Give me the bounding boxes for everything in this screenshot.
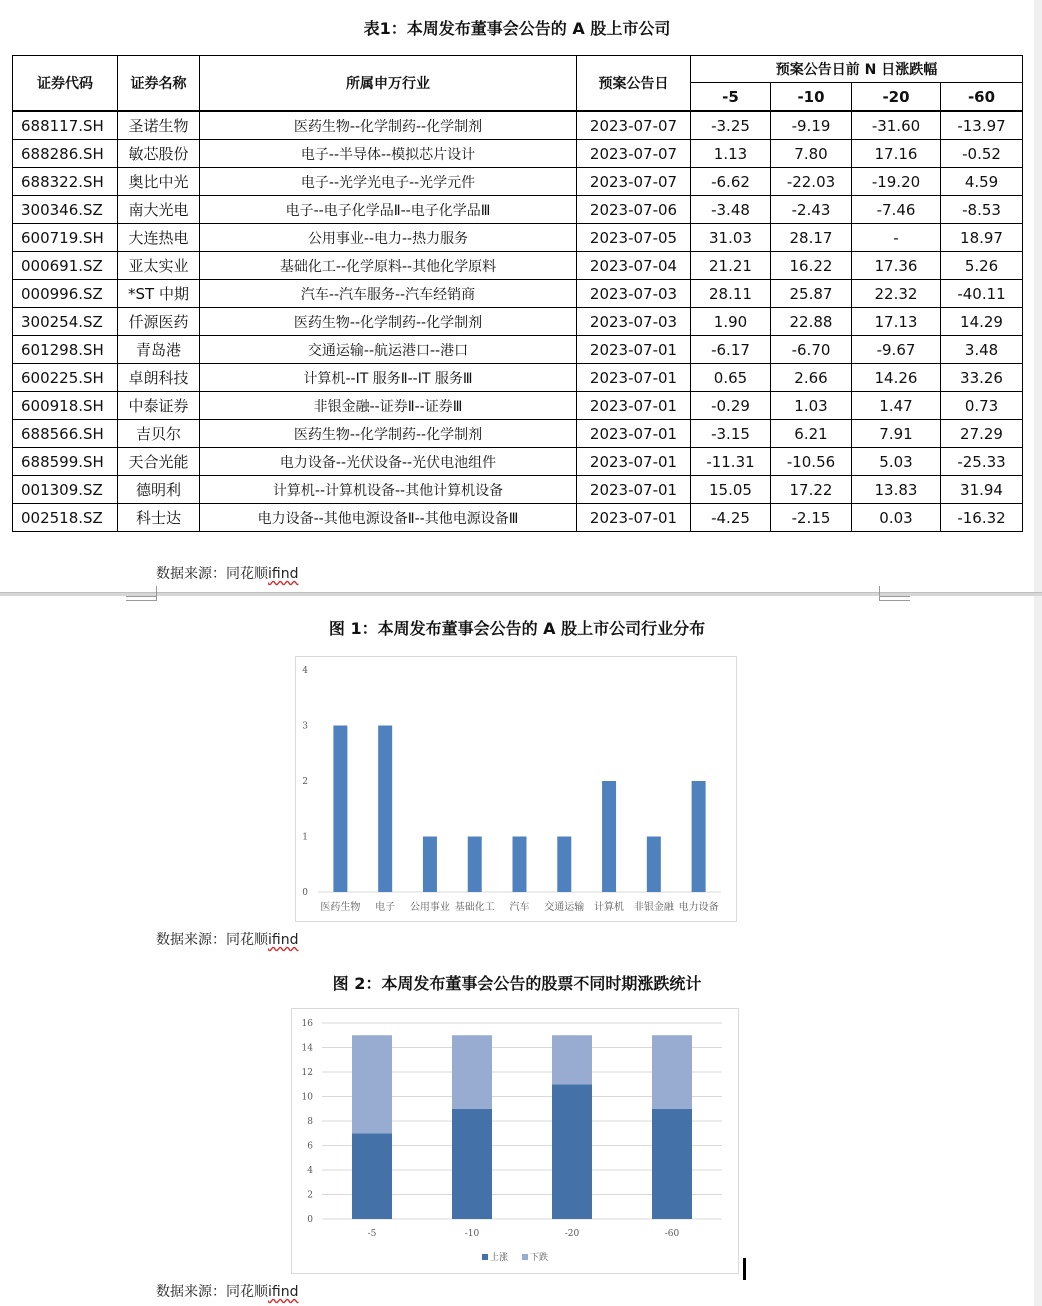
- cell-date: 2023-07-06: [577, 196, 691, 224]
- header-date: 预案公告日: [577, 56, 691, 112]
- cell-industry: 电子--光学光电子--光学元件: [200, 168, 577, 196]
- cell-name: 青岛港: [118, 336, 200, 364]
- cell-change-60: -8.53: [941, 196, 1023, 224]
- cell-change-5: -6.17: [691, 336, 771, 364]
- cell-industry: 医药生物--化学制药--化学制剂: [200, 111, 577, 140]
- x-tick-label: -5: [367, 1229, 377, 1239]
- cell-code: 688286.SH: [13, 140, 118, 168]
- source-prefix: 数据来源：同花顺: [156, 1284, 268, 1300]
- cell-change-10: 25.87: [771, 280, 852, 308]
- cell-name: 敏芯股份: [118, 140, 200, 168]
- cell-change-20: 7.91: [852, 420, 941, 448]
- cell-industry: 电力设备--其他电源设备Ⅱ--其他电源设备Ⅲ: [200, 504, 577, 532]
- cell-change-10: 16.22: [771, 252, 852, 280]
- header-period: -10: [771, 83, 852, 112]
- cell-date: 2023-07-07: [577, 140, 691, 168]
- cell-industry: 医药生物--化学制药--化学制剂: [200, 420, 577, 448]
- cell-industry: 医药生物--化学制药--化学制剂: [200, 308, 577, 336]
- x-tick-label: 电子: [375, 902, 396, 913]
- cell-name: 大连热电: [118, 224, 200, 252]
- cell-code: 300254.SZ: [13, 308, 118, 336]
- cell-industry: 汽车--汽车服务--汽车经销商: [200, 280, 577, 308]
- x-tick-label: 计算机: [594, 902, 625, 913]
- bar-上涨--60: [652, 1109, 692, 1219]
- cell-code: 000996.SZ: [13, 280, 118, 308]
- cell-change-5: -3.25: [691, 111, 771, 140]
- cell-change-20: 1.47: [852, 392, 941, 420]
- page-edge: [1034, 0, 1042, 1306]
- legend-swatch: [522, 1254, 528, 1260]
- cell-change-10: -2.15: [771, 504, 852, 532]
- cell-code: 688117.SH: [13, 111, 118, 140]
- source-note: [156, 563, 298, 583]
- x-tick-label: -60: [664, 1229, 680, 1239]
- cell-change-20: 0.03: [852, 504, 941, 532]
- y-tick-label: 8: [307, 1117, 313, 1127]
- cell-change-20: -: [852, 224, 941, 252]
- cell-change-20: 17.16: [852, 140, 941, 168]
- cell-change-10: 2.66: [771, 364, 852, 392]
- bar-电子: [378, 726, 392, 893]
- cell-change-10: 7.80: [771, 140, 852, 168]
- cell-change-60: 5.26: [941, 252, 1023, 280]
- cell-date: 2023-07-01: [577, 448, 691, 476]
- cell-name: 奥比中光: [118, 168, 200, 196]
- cell-change-60: 27.29: [941, 420, 1023, 448]
- cell-date: 2023-07-01: [577, 504, 691, 532]
- cell-date: 2023-07-07: [577, 168, 691, 196]
- cell-name: 圣诺生物: [118, 111, 200, 140]
- cell-code: 601298.SH: [13, 336, 118, 364]
- margin-mark: [879, 596, 910, 601]
- header-change-group: 预案公告日前 N 日涨跌幅: [691, 56, 1023, 83]
- cell-change-10: -9.19: [771, 111, 852, 140]
- x-tick-label: 电力设备: [678, 902, 719, 913]
- cell-date: 2023-07-01: [577, 336, 691, 364]
- cell-change-10: 6.21: [771, 420, 852, 448]
- cell-change-10: -2.43: [771, 196, 852, 224]
- cell-code: 688566.SH: [13, 420, 118, 448]
- cell-change-5: 28.11: [691, 280, 771, 308]
- table-row: [13, 420, 1023, 448]
- cell-date: 2023-07-07: [577, 111, 691, 140]
- figure1-svg: [296, 657, 736, 921]
- cell-code: 688322.SH: [13, 168, 118, 196]
- cell-change-60: -13.97: [941, 111, 1023, 140]
- header-period: -20: [852, 83, 941, 112]
- figure1-title: 图 1：本周发布董事会公告的 A 股上市公司行业分布: [328, 619, 706, 638]
- cell-change-20: -7.46: [852, 196, 941, 224]
- bar-非银金融: [647, 837, 661, 893]
- cell-change-60: 33.26: [941, 364, 1023, 392]
- cell-name: 仟源医药: [118, 308, 200, 336]
- y-tick-label: 2: [302, 777, 308, 787]
- cell-change-20: 13.83: [852, 476, 941, 504]
- cell-code: 600918.SH: [13, 392, 118, 420]
- cell-date: 2023-07-03: [577, 308, 691, 336]
- y-tick-label: 10: [301, 1092, 313, 1103]
- legend-swatch: [482, 1254, 488, 1260]
- cell-industry: 电力设备--光伏设备--光伏电池组件: [200, 448, 577, 476]
- cell-change-60: -16.32: [941, 504, 1023, 532]
- figure1-chart: [295, 656, 737, 922]
- cell-change-5: -3.15: [691, 420, 771, 448]
- x-tick-label: 交通运输: [544, 902, 585, 913]
- header-period: -5: [691, 83, 771, 112]
- source-note: [156, 929, 298, 949]
- y-tick-label: 4: [307, 1166, 313, 1176]
- table-row: [13, 140, 1023, 168]
- table-row: [13, 336, 1023, 364]
- table-row: [13, 280, 1023, 308]
- cell-industry: 电子--电子化学品Ⅱ--电子化学品Ⅲ: [200, 196, 577, 224]
- cell-change-5: -11.31: [691, 448, 771, 476]
- cell-change-60: 18.97: [941, 224, 1023, 252]
- cell-change-60: 4.59: [941, 168, 1023, 196]
- cell-change-10: 22.88: [771, 308, 852, 336]
- cell-code: 600719.SH: [13, 224, 118, 252]
- table-title: 表1：本周发布董事会公告的 A 股上市公司: [363, 19, 671, 38]
- cell-change-20: 22.32: [852, 280, 941, 308]
- table-row: [13, 224, 1023, 252]
- y-tick-label: 0: [307, 1215, 313, 1225]
- table-row: [13, 168, 1023, 196]
- cell-code: 600225.SH: [13, 364, 118, 392]
- cell-industry: 计算机--计算机设备--其他计算机设备: [200, 476, 577, 504]
- x-tick-label: 非银金融: [633, 902, 674, 913]
- source-prefix: 数据来源：同花顺: [156, 932, 268, 948]
- cell-industry: 交通运输--航运港口--港口: [200, 336, 577, 364]
- bar-上涨--5: [352, 1133, 392, 1219]
- source-suffix: ifind: [268, 932, 299, 948]
- cell-code: 002518.SZ: [13, 504, 118, 532]
- cell-date: 2023-07-01: [577, 392, 691, 420]
- cell-change-5: -0.29: [691, 392, 771, 420]
- x-tick-label: -20: [564, 1229, 580, 1239]
- cell-change-60: -40.11: [941, 280, 1023, 308]
- table-row: [13, 111, 1023, 140]
- cell-name: 天合光能: [118, 448, 200, 476]
- cell-industry: 基础化工--化学原料--其他化学原料: [200, 252, 577, 280]
- cell-code: 000691.SZ: [13, 252, 118, 280]
- cell-industry: 公用事业--电力--热力服务: [200, 224, 577, 252]
- cell-change-10: 1.03: [771, 392, 852, 420]
- bar-计算机: [602, 781, 616, 892]
- table-row: [13, 476, 1023, 504]
- table-row: [13, 252, 1023, 280]
- cell-change-20: 17.13: [852, 308, 941, 336]
- cell-change-10: -6.70: [771, 336, 852, 364]
- cell-name: 卓朗科技: [118, 364, 200, 392]
- cell-change-10: 17.22: [771, 476, 852, 504]
- cell-change-20: 5.03: [852, 448, 941, 476]
- cell-change-10: -22.03: [771, 168, 852, 196]
- header-industry: 所属申万行业: [200, 56, 577, 112]
- bar-下跌--60: [652, 1035, 692, 1109]
- bar-医药生物: [333, 726, 347, 893]
- cell-change-10: -10.56: [771, 448, 852, 476]
- cell-change-5: -6.62: [691, 168, 771, 196]
- bar-下跌--10: [452, 1035, 492, 1109]
- y-tick-label: 0: [302, 888, 308, 898]
- cell-name: 德明利: [118, 476, 200, 504]
- header-name: 证券名称: [118, 56, 200, 112]
- cell-change-60: 0.73: [941, 392, 1023, 420]
- cell-industry: 非银金融--证券Ⅱ--证券Ⅲ: [200, 392, 577, 420]
- cell-change-20: -9.67: [852, 336, 941, 364]
- figure2-chart: [291, 1008, 739, 1274]
- cell-change-5: -4.25: [691, 504, 771, 532]
- legend-label: 下跌: [530, 1253, 549, 1263]
- cell-change-60: -0.52: [941, 140, 1023, 168]
- figure2-title: 图 2：本周发布董事会公告的股票不同时期涨跌统计: [332, 974, 702, 993]
- bar-上涨--20: [552, 1084, 592, 1219]
- y-tick-label: 1: [302, 832, 308, 843]
- y-tick-label: 6: [307, 1141, 313, 1152]
- text-cursor: [743, 1258, 746, 1280]
- table-row: [13, 308, 1023, 336]
- bar-公用事业: [423, 837, 437, 893]
- cell-code: 001309.SZ: [13, 476, 118, 504]
- cell-change-60: 3.48: [941, 336, 1023, 364]
- table-row: [13, 392, 1023, 420]
- cell-date: 2023-07-01: [577, 364, 691, 392]
- cell-industry: 电子--半导体--模拟芯片设计: [200, 140, 577, 168]
- cell-change-5: 1.13: [691, 140, 771, 168]
- cell-change-20: -31.60: [852, 111, 941, 140]
- cell-change-5: 31.03: [691, 224, 771, 252]
- y-tick-label: 14: [301, 1043, 313, 1054]
- x-tick-label: 公用事业: [409, 902, 450, 913]
- bar-基础化工: [468, 837, 482, 893]
- x-tick-label: 基础化工: [454, 902, 495, 913]
- cell-code: 688599.SH: [13, 448, 118, 476]
- cell-change-5: 21.21: [691, 252, 771, 280]
- cell-change-60: 31.94: [941, 476, 1023, 504]
- bar-下跌--20: [552, 1035, 592, 1084]
- x-tick-label: 汽车: [509, 902, 530, 913]
- cell-change-5: 0.65: [691, 364, 771, 392]
- cell-name: 中泰证券: [118, 392, 200, 420]
- margin-mark: [126, 596, 157, 601]
- table-row: [13, 448, 1023, 476]
- table-row: [13, 196, 1023, 224]
- cell-code: 300346.SZ: [13, 196, 118, 224]
- cell-change-20: -19.20: [852, 168, 941, 196]
- cell-change-20: 14.26: [852, 364, 941, 392]
- header-code: 证券代码: [13, 56, 118, 112]
- bar-下跌--5: [352, 1035, 392, 1133]
- source-suffix: ifind: [268, 566, 299, 582]
- bar-电力设备: [692, 781, 706, 892]
- announcement-table: [12, 55, 1023, 532]
- source-note: [156, 1281, 298, 1301]
- cell-name: 吉贝尔: [118, 420, 200, 448]
- bar-汽车: [513, 837, 527, 893]
- cell-change-5: 1.90: [691, 308, 771, 336]
- figure2-svg: [292, 1009, 738, 1273]
- cell-change-60: 14.29: [941, 308, 1023, 336]
- y-tick-label: 16: [301, 1019, 313, 1029]
- cell-name: 科士达: [118, 504, 200, 532]
- x-tick-label: -10: [464, 1229, 480, 1239]
- bar-交通运输: [557, 837, 571, 893]
- x-tick-label: 医药生物: [320, 902, 361, 913]
- cell-change-20: 17.36: [852, 252, 941, 280]
- source-suffix: ifind: [268, 1284, 299, 1300]
- cell-date: 2023-07-05: [577, 224, 691, 252]
- header-period: -60: [941, 83, 1023, 112]
- cell-date: 2023-07-01: [577, 476, 691, 504]
- cell-date: 2023-07-04: [577, 252, 691, 280]
- bar-上涨--10: [452, 1109, 492, 1219]
- cell-date: 2023-07-01: [577, 420, 691, 448]
- cell-name: 南大光电: [118, 196, 200, 224]
- y-tick-label: 3: [302, 721, 308, 732]
- y-tick-label: 12: [301, 1068, 313, 1078]
- cell-name: *ST 中期: [118, 280, 200, 308]
- y-tick-label: 4: [302, 666, 308, 676]
- cell-change-5: -3.48: [691, 196, 771, 224]
- cell-change-10: 28.17: [771, 224, 852, 252]
- cell-industry: 计算机--IT 服务Ⅱ--IT 服务Ⅲ: [200, 364, 577, 392]
- cell-date: 2023-07-03: [577, 280, 691, 308]
- table-row: [13, 504, 1023, 532]
- y-tick-label: 2: [307, 1190, 313, 1201]
- cell-change-5: 15.05: [691, 476, 771, 504]
- legend-label: 上涨: [490, 1253, 509, 1263]
- cell-name: 亚太实业: [118, 252, 200, 280]
- source-prefix: 数据来源：同花顺: [156, 566, 268, 582]
- table-row: [13, 364, 1023, 392]
- cell-change-60: -25.33: [941, 448, 1023, 476]
